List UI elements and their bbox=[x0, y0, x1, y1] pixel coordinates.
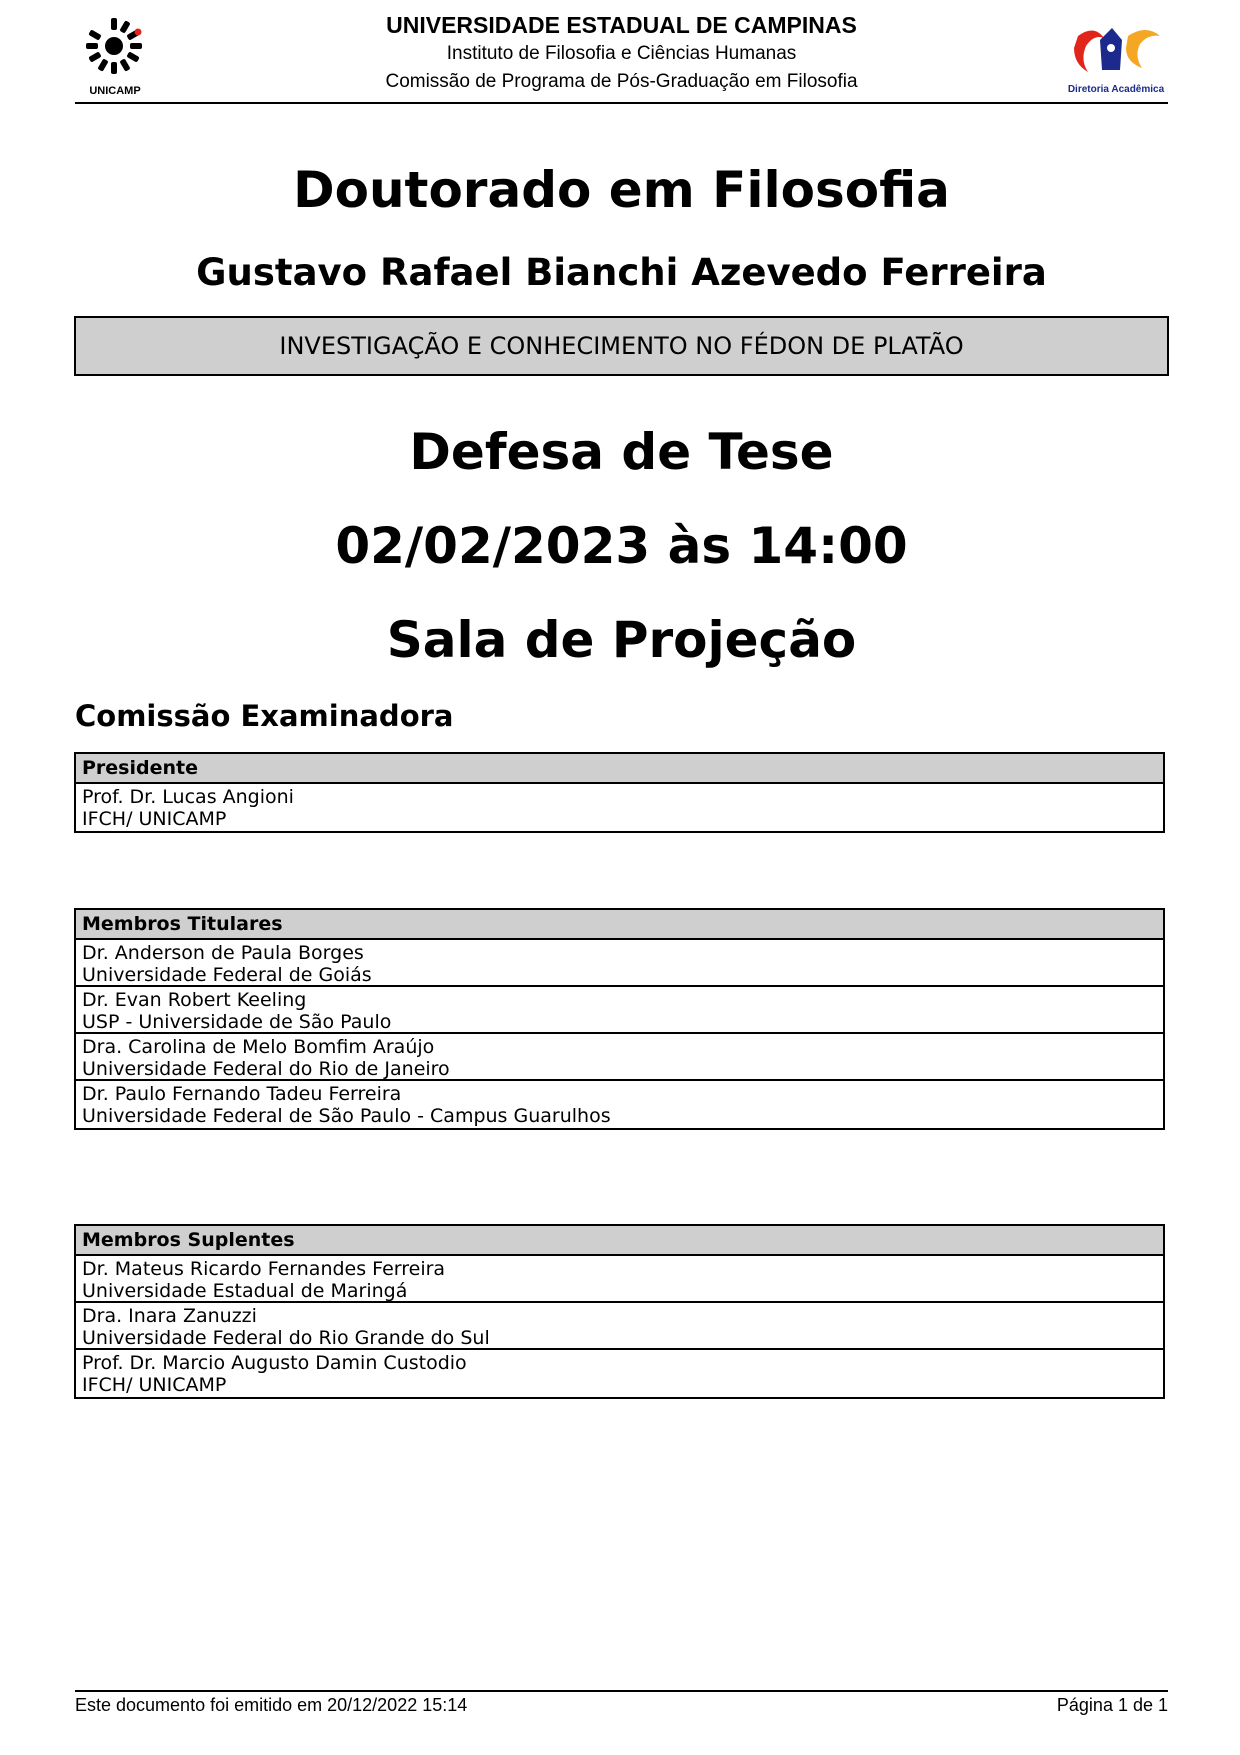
member-affiliation: Universidade Federal de Goiás bbox=[82, 964, 372, 986]
member-affiliation: Universidade Federal do Rio de Janeiro bbox=[82, 1058, 450, 1080]
svg-text:UNICAMP: UNICAMP bbox=[89, 85, 141, 97]
member-name: Dra. Inara Zanuzzi bbox=[82, 1305, 257, 1327]
member-affiliation: Universidade Federal de São Paulo - Campus Guarulhos bbox=[82, 1105, 611, 1127]
titulares-table bbox=[74, 908, 1165, 1130]
table-header: Presidente bbox=[76, 754, 1163, 784]
institution-name: UNIVERSIDADE ESTADUAL DE CAMPINAS bbox=[386, 12, 857, 38]
member-name: Dr. Mateus Ricardo Fernandes Ferreira bbox=[82, 1258, 446, 1280]
member-name: Dra. Carolina de Melo Bomfim Araújo bbox=[82, 1036, 435, 1058]
member-affiliation: Universidade Federal do Rio Grande do Sul bbox=[82, 1327, 490, 1349]
issued-date: Este documento foi emitido em 20/12/2022 15:14 bbox=[75, 1695, 468, 1715]
header-text bbox=[75, 10, 1168, 96]
member-affiliation: USP - Universidade de São Paulo bbox=[82, 1011, 392, 1033]
student-name: Gustavo Rafael Bianchi Azevedo Ferreira bbox=[196, 251, 1047, 294]
table-row bbox=[76, 784, 1163, 831]
thesis-title: INVESTIGAÇÃO E CONHECIMENTO NO FÉDON DE PLATÃO bbox=[74, 316, 1169, 376]
president-table bbox=[74, 752, 1165, 833]
table-row bbox=[76, 1303, 1163, 1350]
page-footer bbox=[75, 1690, 1168, 1715]
suplentes-table bbox=[74, 1224, 1165, 1399]
committee-title: Comissão Examinadora bbox=[75, 699, 454, 733]
member-name: Dr. Paulo Fernando Tadeu Ferreira bbox=[82, 1083, 402, 1105]
program-title: Doutorado em Filosofia bbox=[293, 161, 950, 219]
institute-name: Instituto de Filosofia e Ciências Humanas bbox=[446, 43, 797, 64]
table-row bbox=[76, 940, 1163, 987]
table-row bbox=[76, 1350, 1163, 1397]
svg-text:Diretoria Acadêmica: Diretoria Acadêmica bbox=[1067, 84, 1165, 95]
table-row bbox=[76, 1256, 1163, 1303]
event-datetime: 02/02/2023 às 14:00 bbox=[335, 517, 908, 575]
event-room: Sala de Projeção bbox=[386, 611, 857, 669]
member-affiliation: IFCH/ UNICAMP bbox=[82, 808, 227, 830]
member-affiliation: IFCH/ UNICAMP bbox=[82, 1374, 227, 1396]
page-header bbox=[75, 8, 1168, 104]
commission-name: Comissão de Programa de Pós-Graduação em Filosofia bbox=[385, 71, 858, 92]
member-name: Dr. Evan Robert Keeling bbox=[82, 989, 307, 1011]
table-row bbox=[76, 1081, 1163, 1128]
member-name: Prof. Dr. Marcio Augusto Damin Custodio bbox=[82, 1352, 467, 1374]
diretoria-academica-logo-icon bbox=[1064, 18, 1168, 100]
table-header: Membros Suplentes bbox=[76, 1226, 1163, 1256]
table-row bbox=[76, 987, 1163, 1034]
member-name: Dr. Anderson de Paula Borges bbox=[82, 942, 364, 964]
member-name: Prof. Dr. Lucas Angioni bbox=[82, 786, 294, 808]
table-row bbox=[76, 1034, 1163, 1081]
event-title: Defesa de Tese bbox=[409, 423, 834, 481]
member-affiliation: Universidade Estadual de Maringá bbox=[82, 1280, 408, 1302]
table-header: Membros Titulares bbox=[76, 910, 1163, 940]
page-number: Página 1 de 1 bbox=[1056, 1695, 1168, 1715]
